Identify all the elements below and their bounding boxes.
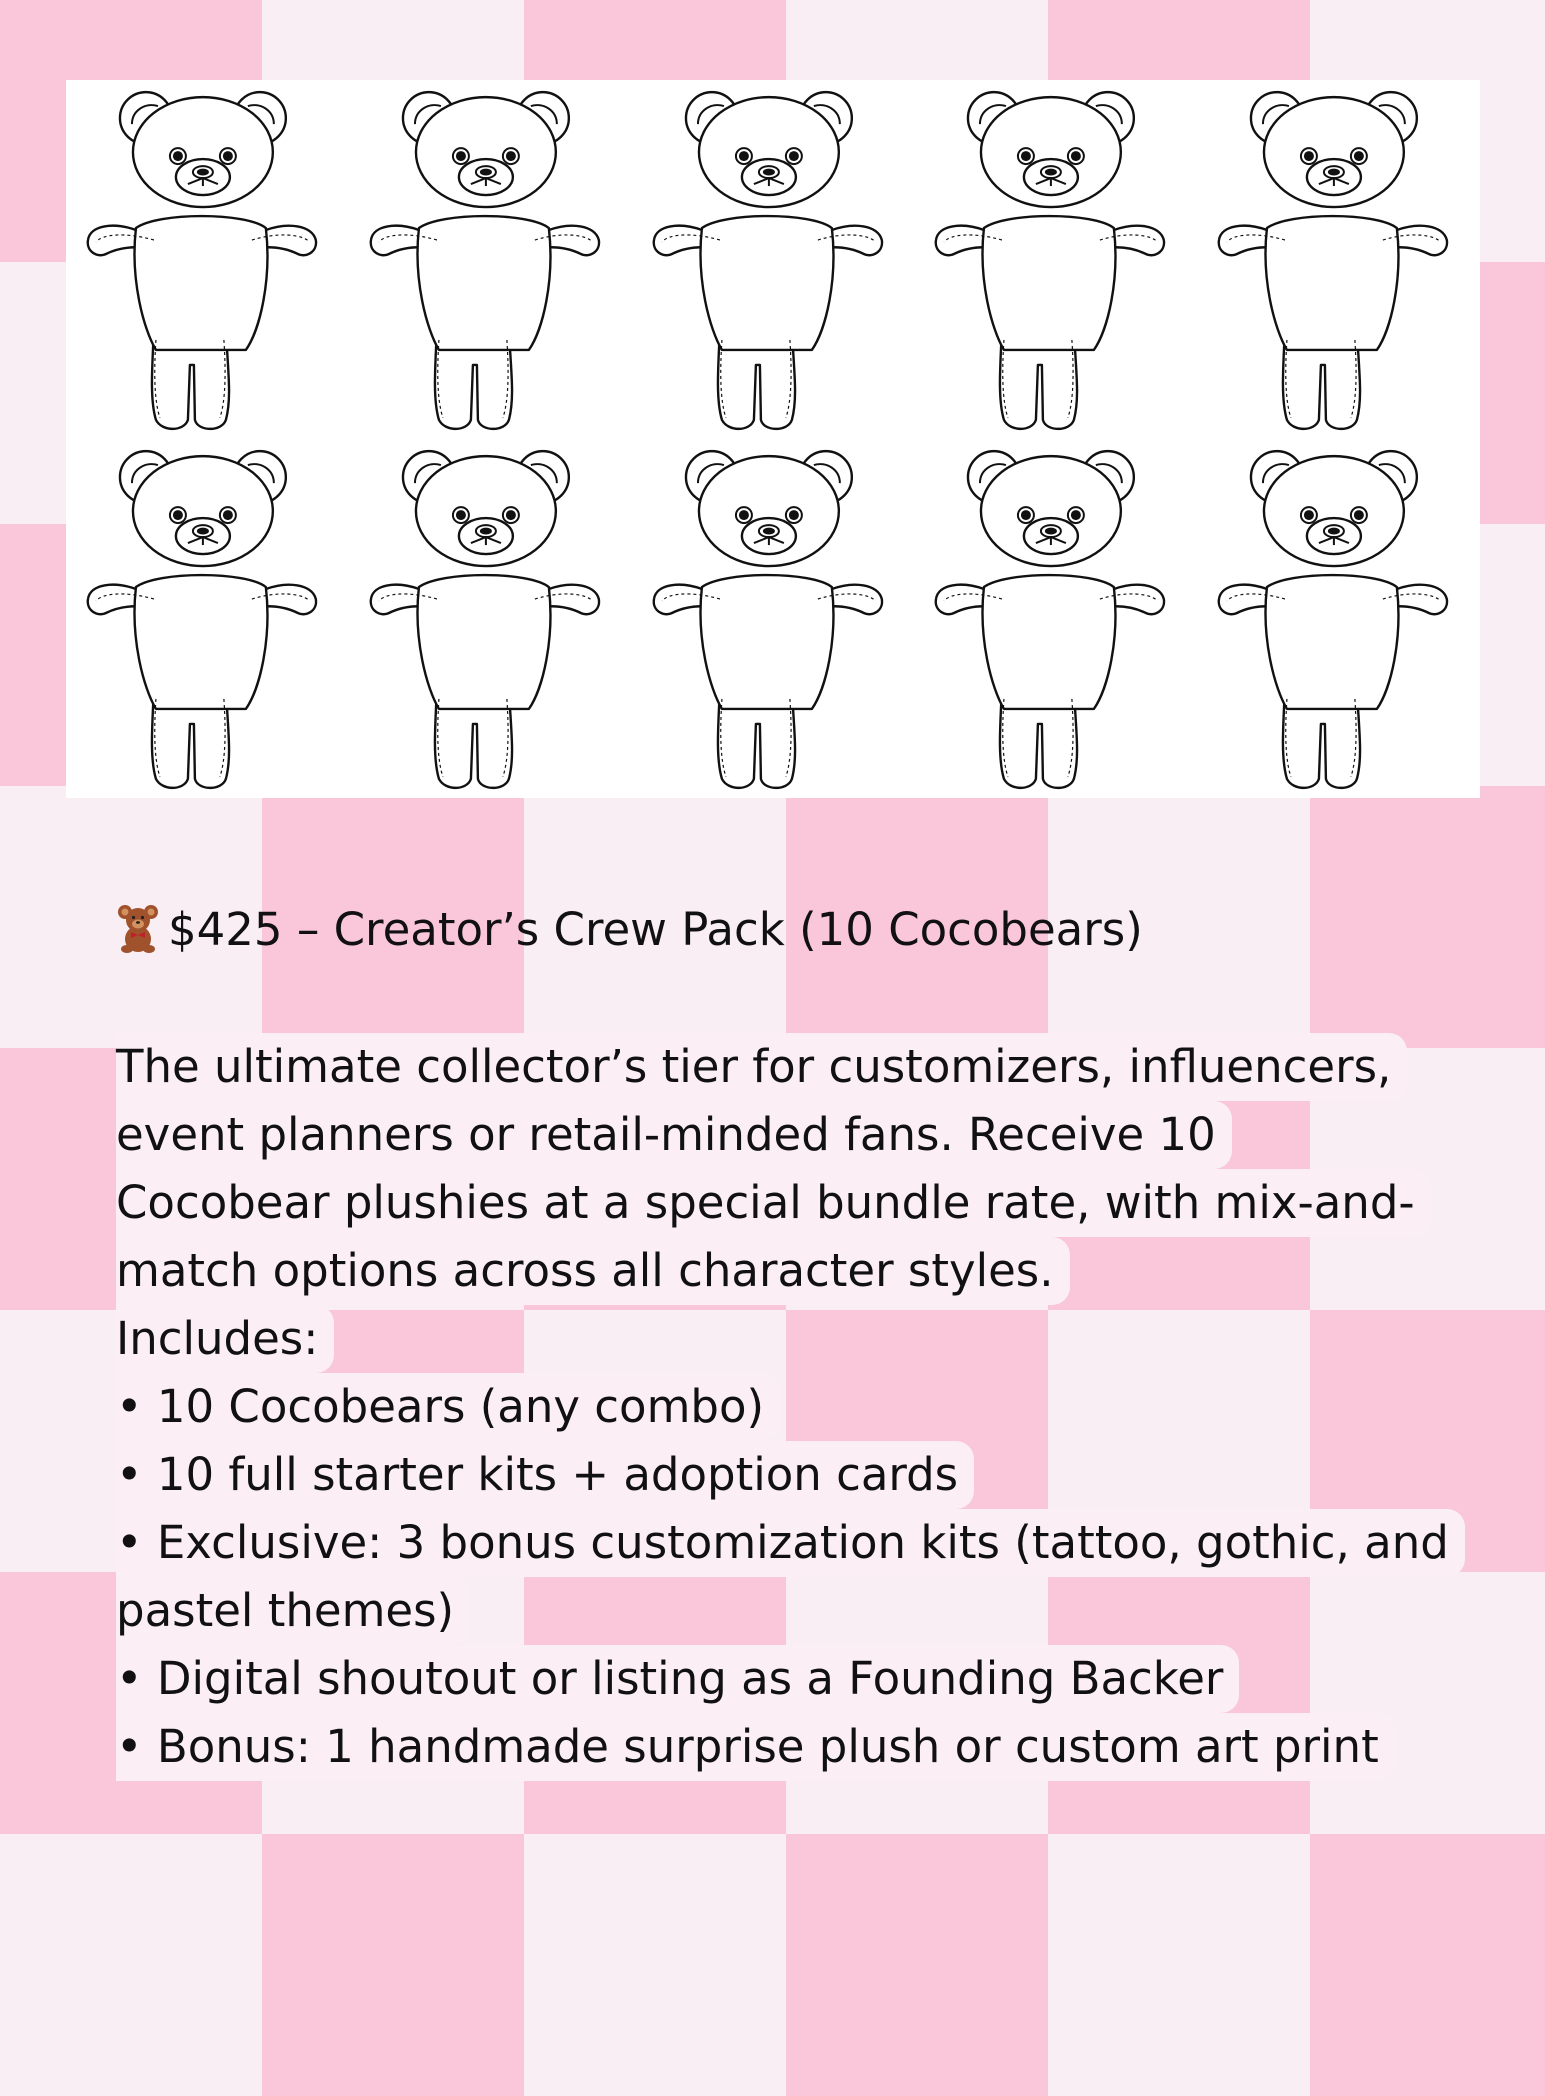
checker-tile xyxy=(262,1834,524,2096)
tier-title-text: $425 – Creator’s Crew Pack (10 Cocobears) xyxy=(168,903,1143,956)
description-line: match options across all character styles. xyxy=(116,1237,1526,1305)
include-item: • Exclusive: 3 bonus customization kits (tattoo, gothic, and xyxy=(116,1509,1526,1577)
checker-tile xyxy=(1310,1834,1545,2096)
bear-outline-image xyxy=(632,80,915,439)
bear-outline-image xyxy=(349,80,632,439)
bear-outline-image xyxy=(1197,80,1480,439)
checker-tile xyxy=(0,1834,262,2096)
include-item: • Digital shoutout or listing as a Founding Backer xyxy=(116,1645,1526,1713)
bear-outline-image xyxy=(632,439,915,798)
include-item: • Bonus: 1 handmade surprise plush or custom art print xyxy=(116,1713,1526,1781)
checker-tile xyxy=(524,1834,786,2096)
description-line: event planners or retail-minded fans. Receive 10 xyxy=(116,1101,1526,1169)
description-line: Cocobear plushies at a special bundle rate, with mix-and- xyxy=(116,1169,1526,1237)
bear-outline-image xyxy=(1197,439,1480,798)
bear-outline-image xyxy=(66,439,349,798)
bear-outline-image xyxy=(914,80,1197,439)
include-item-continued: pastel themes) xyxy=(116,1577,1526,1645)
checker-tile xyxy=(786,1834,1048,2096)
checker-tile xyxy=(1048,1834,1310,2096)
tier-title xyxy=(116,900,1143,968)
checker-tile xyxy=(1310,786,1545,1048)
bear-outline-image xyxy=(914,439,1197,798)
bear-illustration-grid xyxy=(66,80,1480,798)
bear-outline-image xyxy=(349,439,632,798)
include-item: • 10 full starter kits + adoption cards xyxy=(116,1441,1526,1509)
description-line: The ultimate collector’s tier for customizers, influencers, xyxy=(116,1033,1526,1101)
include-item: • 10 Cocobears (any combo) xyxy=(116,1373,1526,1441)
tier-description xyxy=(116,1033,1526,1781)
includes-heading: Includes: xyxy=(116,1305,1526,1373)
teddy-bear-icon xyxy=(116,903,160,968)
bear-outline-image xyxy=(66,80,349,439)
